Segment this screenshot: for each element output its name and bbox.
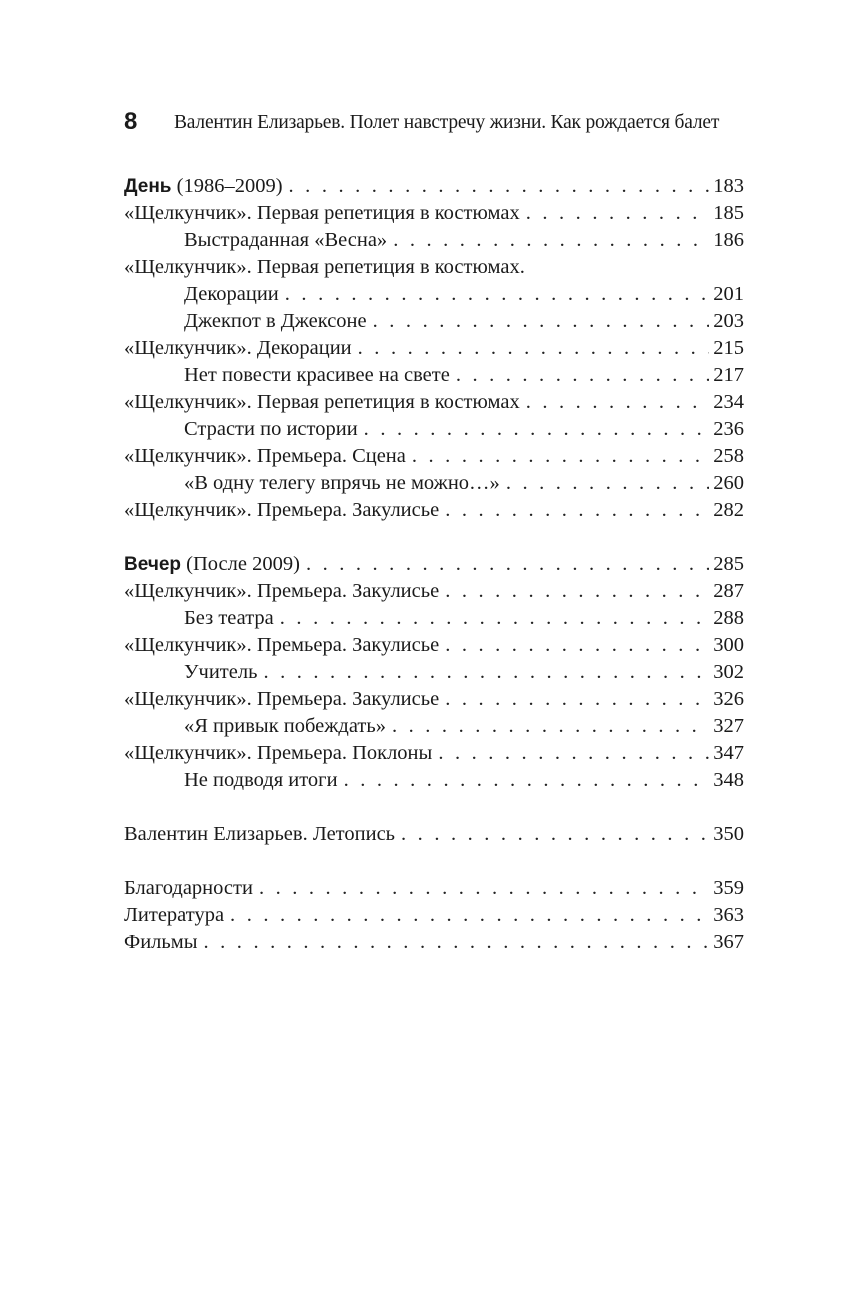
toc-entry[interactable]	[124, 713, 744, 740]
toc-entry-films[interactable]	[124, 929, 744, 956]
toc-entry[interactable]	[124, 578, 744, 605]
toc-entry-chronicle[interactable]	[124, 821, 744, 848]
section-gap	[124, 794, 744, 821]
toc-entry-text: Нет повести красивее на свете	[184, 364, 450, 386]
toc-page-number: 260	[713, 472, 744, 494]
dot-leader	[445, 632, 709, 659]
dot-leader	[526, 200, 710, 227]
dot-leader	[506, 470, 709, 497]
toc-entry-text: Декорации	[184, 283, 279, 305]
toc-entry[interactable]	[124, 335, 744, 362]
toc-page-number: 203	[713, 310, 744, 332]
toc-entry[interactable]	[124, 470, 744, 497]
dot-leader	[393, 227, 709, 254]
dot-leader	[445, 686, 709, 713]
toc-entry[interactable]	[124, 659, 744, 686]
toc-page-number: 183	[713, 175, 744, 197]
toc-entry[interactable]	[124, 200, 744, 227]
toc-entry-text	[124, 173, 283, 200]
toc-page-number: 363	[713, 904, 744, 926]
toc-page-number: 285	[713, 553, 744, 575]
section-title-bold: Вечер	[124, 554, 182, 575]
toc-page-number: 302	[713, 661, 744, 683]
section-title-rest: (1986–2009)	[171, 175, 283, 197]
toc-entry-text: Учитель	[184, 661, 258, 683]
dot-leader	[412, 443, 709, 470]
toc-entry-text: «Щелкунчик». Премьера. Сцена	[124, 445, 406, 467]
toc-entry[interactable]	[124, 740, 744, 767]
toc-entry[interactable]	[124, 605, 744, 632]
dot-leader	[204, 929, 710, 956]
toc-entry-text: Выстраданная «Весна»	[184, 229, 388, 251]
toc-entry-text: Без театра	[184, 607, 274, 629]
toc-page-number: 327	[713, 715, 744, 737]
toc-entry[interactable]	[124, 416, 744, 443]
toc-page-number: 288	[713, 607, 744, 629]
toc-entry-acknowledgements[interactable]	[124, 875, 744, 902]
toc-page-number: 258	[713, 445, 744, 467]
dot-leader	[392, 713, 709, 740]
toc-entry-text: «Щелкунчик». Декорации	[124, 337, 352, 359]
running-title: Валентин Елизарьев. Полет навстречу жизни. Как рождается балет	[174, 112, 720, 133]
toc-entry-text: «Щелкунчик». Первая репетиция в костюмах.	[124, 256, 525, 278]
toc-entry[interactable]	[124, 362, 744, 389]
toc-entry[interactable]	[124, 443, 744, 470]
toc-entry-text: «Щелкунчик». Премьера. Закулисье	[124, 499, 440, 521]
toc-page-number: 236	[713, 418, 744, 440]
toc-page-number: 359	[713, 877, 744, 899]
dot-leader	[456, 362, 709, 389]
toc-entry-text: «В одну телегу впрячь не можно…»	[184, 472, 500, 494]
dot-leader	[373, 308, 710, 335]
dot-leader	[445, 497, 709, 524]
toc-entry-text: «Щелкунчик». Премьера. Поклоны	[124, 742, 433, 764]
section-title-bold: День	[124, 176, 172, 197]
toc-entry[interactable]	[124, 227, 744, 254]
toc-entry-text: «Щелкунчик». Премьера. Закулисье	[124, 634, 440, 656]
page-number: 8	[124, 108, 138, 135]
section-gap	[124, 524, 744, 551]
dot-leader	[285, 281, 709, 308]
toc-entry-text: Не подводя итоги	[184, 769, 338, 791]
toc-page-number: 348	[713, 769, 744, 791]
toc-entry-text: Благодарности	[124, 877, 253, 899]
toc-entry[interactable]	[124, 632, 744, 659]
section-title-rest: (После 2009)	[181, 553, 300, 575]
toc-page-number: 347	[713, 742, 744, 764]
toc-entry-text: Литература	[124, 904, 225, 926]
toc-page-number: 234	[713, 391, 744, 413]
dot-leader	[358, 335, 710, 362]
toc-page-number: 282	[713, 499, 744, 521]
toc-entry[interactable]	[124, 497, 744, 524]
dot-leader	[230, 902, 709, 929]
dot-leader	[259, 875, 709, 902]
dot-leader	[445, 578, 709, 605]
dot-leader	[526, 389, 710, 416]
toc-entry[interactable]	[124, 281, 744, 308]
toc-entry-literature[interactable]	[124, 902, 744, 929]
toc-entry-text: Фильмы	[124, 931, 198, 953]
toc-entry-text: «Щелкунчик». Премьера. Закулисье	[124, 580, 440, 602]
toc-page-number: 215	[713, 337, 744, 359]
toc-entry-text	[124, 551, 300, 578]
toc-entry-text: «Я привык побеждать»	[184, 715, 386, 737]
toc-entry[interactable]	[124, 389, 744, 416]
toc-entry[interactable]	[124, 767, 744, 794]
dot-leader	[344, 767, 710, 794]
toc-page-number: 300	[713, 634, 744, 656]
toc-page-number: 350	[713, 823, 744, 845]
table-of-contents	[124, 173, 744, 956]
toc-entry-text: Джекпот в Джексоне	[184, 310, 367, 332]
dot-leader	[401, 821, 709, 848]
dot-leader	[280, 605, 709, 632]
toc-page-number: 287	[713, 580, 744, 602]
toc-section-evening[interactable]	[124, 551, 744, 578]
dot-leader	[364, 416, 710, 443]
toc-page-number: 326	[713, 688, 744, 710]
toc-page-number: 201	[713, 283, 744, 305]
dot-leader	[306, 551, 709, 578]
dot-leader	[263, 659, 709, 686]
toc-entry-text: «Щелкунчик». Первая репетиция в костюмах	[124, 391, 520, 413]
toc-entry[interactable]	[124, 308, 744, 335]
toc-entry-line1[interactable]	[124, 254, 744, 281]
toc-entry-text: «Щелкунчик». Премьера. Закулисье	[124, 688, 440, 710]
toc-entry-text: Страсти по истории	[184, 418, 358, 440]
dot-leader	[438, 740, 709, 767]
toc-page-number: 367	[713, 931, 744, 953]
toc-entry[interactable]	[124, 686, 744, 713]
section-gap	[124, 848, 744, 875]
toc-section-day[interactable]	[124, 173, 744, 200]
toc-entry-text: Валентин Елизарьев. Летопись	[124, 823, 396, 845]
toc-page-number: 217	[713, 364, 744, 386]
running-head	[124, 106, 744, 140]
toc-page-number: 185	[713, 202, 744, 224]
dot-leader	[289, 173, 710, 200]
toc-page-number: 186	[713, 229, 744, 251]
toc-entry-text: «Щелкунчик». Первая репетиция в костюмах	[124, 202, 520, 224]
